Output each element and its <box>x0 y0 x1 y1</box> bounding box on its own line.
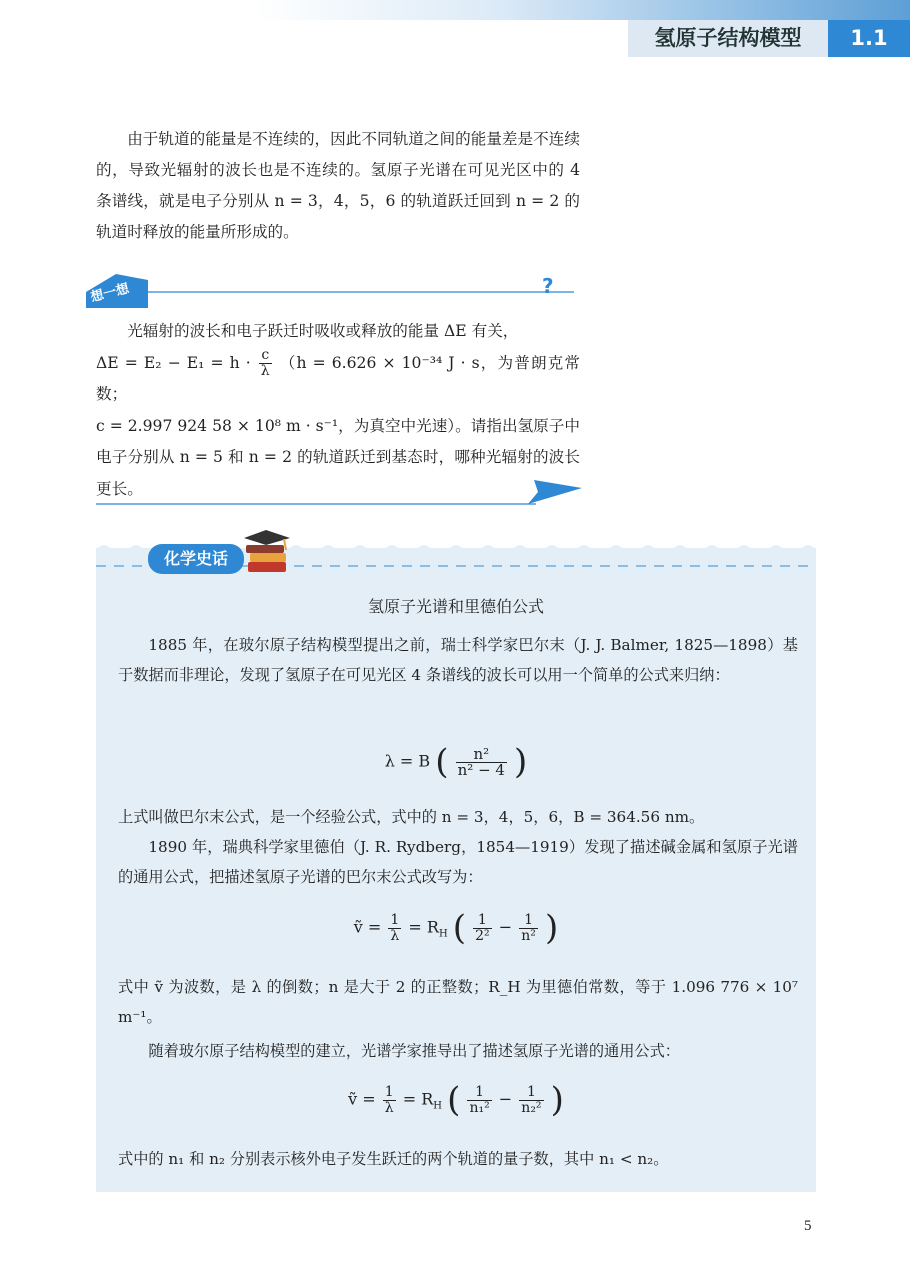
balmer-denominator: n² − 4 <box>457 760 505 779</box>
history-p1: 1885 年，在玻尔原子结构模型提出之前，瑞士科学家巴尔末（J. J. Balmer, 1825—1898）基于数据而非理论，发现了氢原子在可见光区 4 条谱线的波长可以用一个简单的公式来归纳： <box>118 636 798 684</box>
history-p5: 随着玻尔原子结构模型的建立，光谱学家推导出了描述氢原子光谱的通用公式： <box>148 1042 680 1060</box>
think-label: 想一想 <box>89 281 131 306</box>
rydberg1-constant: = R <box>408 917 439 937</box>
books-graduation-cap-icon <box>244 530 292 576</box>
history-p6: 式中的 n₁ 和 n₂ 分别表示核外电子发生跃迁的两个轨道的量子数，其中 n₁ < n₂。 <box>118 1150 669 1168</box>
history-box <box>96 548 816 1192</box>
think-equation-line <box>96 348 580 411</box>
header-gradient-bar <box>0 0 910 20</box>
history-paragraph-4 <box>118 972 798 1032</box>
question-mark-icon: ? <box>542 274 554 298</box>
rydberg-formula-1: ṽ = $\frac{1}{\lambda}$ = $R_H$ ( $\frac{1}{\text{2²}}$ − $\frac{1}{\text{n²}}$ ) <box>353 908 559 948</box>
think-footer-arrow <box>96 474 582 510</box>
rydberg1-one-over-lambda: $\frac{1}{\lambda}$ <box>390 911 400 944</box>
section-number: 1.1 <box>828 20 910 57</box>
think-line-3: c = 2.997 924 58 × 10⁸ m · s⁻¹，为真空中光速）。请指出氢原子中电子分别从 n = 5 和 n = 2 的轨道跃迁到基态时，哪种光辐射的波长更长。 <box>96 416 580 498</box>
rydberg2-term-a: $\frac{1}{\text{n₁²}}$ <box>469 1083 490 1116</box>
history-paragraph-5 <box>118 1036 798 1066</box>
history-p4: 式中 ṽ 为波数，是 λ 的倒数；n 是大于 2 的正整数；R_H 为里德伯常数，等于 1.096 776 × 10⁷ m⁻¹。 <box>118 978 798 1026</box>
rydberg1-lhs: ṽ = <box>353 917 382 937</box>
chapter-title: 氢原子结构模型 <box>628 20 828 57</box>
think-header-graphic <box>86 268 582 308</box>
history-paragraph-3 <box>118 832 798 892</box>
balmer-fraction <box>456 744 507 779</box>
history-p3: 1890 年，瑞典科学家里德伯（J. R. Rydberg，1854—1919）发现了描述碱金属和氢原子光谱的通用公式，把描述氢原子光谱的巴尔末公式改写为： <box>118 838 798 886</box>
rydberg1-term-b: $\frac{1}{\text{n²}}$ <box>521 911 536 944</box>
rydberg-formula-2: ṽ = $\frac{1}{\lambda}$ = $R_H$ ( $\frac{1}{\text{n₁²}}$ − $\frac{1}{\text{n₂²}}$ ) <box>348 1080 564 1120</box>
think-eq-rest: （h = 6.626 × 10⁻³⁴ J · s，为普朗克常数； <box>96 353 580 403</box>
think-header <box>86 268 582 308</box>
balmer-lhs: λ = B <box>384 751 431 771</box>
history-paragraph-6 <box>118 1144 798 1174</box>
history-p2: 上式叫做巴尔末公式，是一个经验公式，式中的 n = 3，4，5，6，B = 364.56 nm。 <box>118 808 705 826</box>
history-paragraph-2 <box>118 802 798 832</box>
intro-paragraph <box>96 124 580 248</box>
history-badge: 化学史话 <box>148 544 244 574</box>
history-title: 氢原子光谱和里德伯公式 <box>367 597 544 616</box>
balmer-numerator: n² <box>473 744 490 763</box>
arrow-icon <box>528 480 582 504</box>
frac-denominator: λ <box>260 363 270 379</box>
page-number: 5 <box>804 1218 812 1234</box>
think-eq-lhs: ΔE = E₂ − E₁ = h · <box>96 353 251 372</box>
rydberg1-term-a: $\frac{1}{\text{2²}}$ <box>475 911 490 944</box>
frac-numerator: c <box>261 347 270 363</box>
c-over-lambda-fraction <box>259 348 272 379</box>
think-line-1: 光辐射的波长和电子跃迁时吸收或释放的能量 ΔE 有关， <box>127 322 519 340</box>
history-paragraph-1 <box>118 630 798 690</box>
chapter-tag <box>628 20 910 57</box>
intro-text: 由于轨道的能量是不连续的，因此不同轨道之间的能量差是不连续的，导致光辐射的波长也是不连续的。氢原子光谱在可见光区中的 4 条谱线，就是电子分别从 n = 3，4，5，6 的轨道跃迁回到 n = 2 的轨道时释放的能量所形成的。 <box>96 130 580 241</box>
balmer-formula: λ = B ( $\frac{\text{n²}}{\text{n² − 4}}$ ) <box>384 742 528 782</box>
rydberg2-term-b: $\frac{1}{\text{n₂²}}$ <box>521 1083 542 1116</box>
